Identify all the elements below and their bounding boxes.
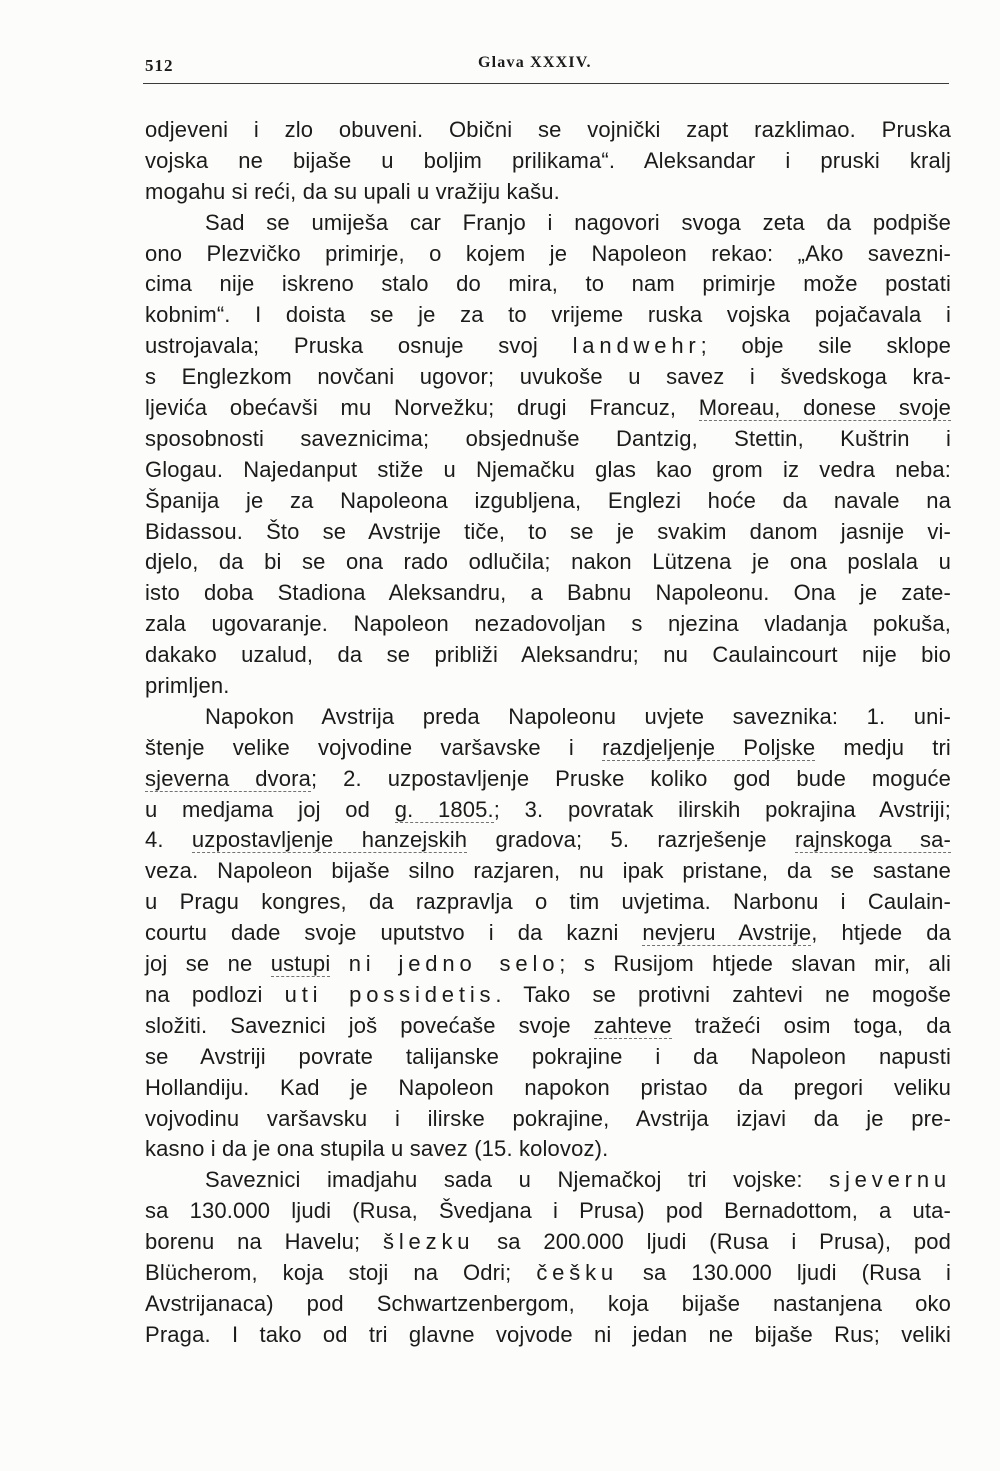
text-run: sa 200.000 ljudi (Rusa i Prusa), pod (474, 1229, 952, 1255)
text-line (145, 980, 951, 1011)
text-line (145, 393, 951, 424)
text-line (145, 1042, 951, 1073)
text-run: sa 130.000 ljudi (Rusa i (618, 1259, 951, 1285)
text-run: Sad se umiješa car Franjo i nagovori svoga zeta da podpiše (205, 209, 951, 235)
text-line (145, 115, 951, 146)
text-line (145, 733, 951, 764)
text-line (145, 146, 951, 177)
text-run: Avstrijanaca) pod Schwartzenbergom, koja bijaše nastanjena oko (145, 1290, 951, 1316)
header-rule (143, 83, 949, 84)
text-run: isto doba Stadiona Aleksandru, a Babnu Napoleonu. Ona je zate- (145, 580, 951, 606)
text-run: složiti. Saveznici još povećaše svoje (145, 1012, 594, 1038)
pencil-underline-annotation: nevjeru Avstrije (642, 920, 812, 946)
letterspaced-emphasis: ni jedno selo (348, 951, 560, 977)
text-run: ; s Rusijom htjede slavan mir, ali (559, 951, 951, 977)
text-run: cima nije iskreno stalo do mira, to nam primirje može postati (145, 271, 951, 297)
letterspaced-emphasis: landwehr (572, 333, 701, 359)
text-run: vojska ne bijaše u boljim prilikama“. Aleksandar i pruski kralj (145, 147, 951, 173)
letterspaced-emphasis: uti possidetis (284, 981, 496, 1007)
text-line (145, 362, 951, 393)
text-run: vojvodinu varšavsku i ilirske pokrajine, Avstrija izjavi da je pre- (145, 1105, 951, 1131)
text-line (145, 177, 951, 208)
paragraph (145, 1165, 951, 1350)
text-run: Glogau. Najedanput stiže u Njemačku glas kao grom iz vedra neba: (145, 456, 951, 482)
letterspaced-emphasis: češku (536, 1259, 618, 1285)
text-run: Bidassou. Što se Avstrije tiče, to se je svakim danom jasnije vi- (145, 518, 951, 544)
pencil-underline-annotation: ustupi (270, 951, 331, 977)
text-run: djelo, da bi se ona rado odlučila; nakon Lützena je ona poslala u (145, 549, 951, 575)
text-run: ono Plezvičko primirje, o kojem je Napoleon rekao: „Ako savezni- (145, 240, 951, 266)
text-run: gradova; 5. razrješenje (467, 827, 795, 853)
text-run: 4. (145, 827, 192, 853)
text-run: sa 130.000 ljudi (Rusa, Švedjana i Prusa) pod Bernadottom, a uta- (145, 1198, 951, 1224)
text-run: courtu dade svoje uputstvo i da kazni (145, 920, 643, 946)
text-line (145, 517, 951, 548)
text-line (145, 455, 951, 486)
text-line (145, 1011, 951, 1042)
paragraph (145, 702, 951, 1165)
text-run: Praga. I tako od tri glavne vojvode ni jedan ne bijaše Rus; veliki (145, 1321, 951, 1347)
text-run (330, 951, 348, 976)
text-line (145, 578, 951, 609)
text-line (145, 1073, 951, 1104)
text-line (145, 547, 951, 578)
text-run: tražeći osim toga, da (671, 1012, 951, 1038)
text-run: Blücherom, koja stoji na Odri; (145, 1259, 537, 1285)
text-run: ljevića obećavši mu Norvežku; drugi Francuz, (145, 395, 699, 421)
text-run: mogahu si reći, da su upali u vražiju kašu. (145, 178, 560, 204)
text-line (145, 949, 951, 980)
text-run: kobnim“. I doista se je za to vrijeme ruska vojska pojačavala i (145, 302, 951, 328)
text-line (145, 856, 951, 887)
text-run: se Avstriji povrate talijanske pokrajine i da Napoleon napusti (145, 1043, 951, 1069)
text-run: ustrojavala; Pruska osnuje svoj (145, 333, 573, 359)
text-run: štenje velike vojvodine varšavske i (145, 734, 603, 760)
text-run: joj se ne (145, 951, 271, 977)
pencil-underline-annotation: Moreau, donese svoje (698, 395, 952, 421)
text-run: ; 2. uzpostavljenje Pruske koliko god bude moguće (311, 765, 952, 791)
text-line (145, 609, 951, 640)
text-line (145, 208, 951, 239)
running-head (143, 52, 949, 82)
text-run: u medjama joj od (145, 796, 395, 822)
body-text (145, 115, 951, 1351)
text-line (145, 300, 951, 331)
text-run: , htjede da (811, 920, 951, 946)
text-line (145, 1289, 951, 1320)
text-line (145, 1258, 951, 1289)
text-line (145, 424, 951, 455)
text-line (145, 1104, 951, 1135)
text-line (145, 764, 951, 795)
text-line (145, 671, 951, 702)
text-line (145, 825, 951, 856)
text-line (145, 1196, 951, 1227)
text-run: sposobnosti saveznicima; obsjednuše Dantzig, Stettin, Kuštrin i (145, 425, 951, 451)
pencil-underline-annotation: razdjeljenje Poljske (602, 734, 816, 760)
text-run: s Englezkom novčani ugovor; uvukoše u savez i švedskoga kra- (145, 364, 951, 390)
text-run: ; 3. povratak ilirskih pokrajina Avstriji; (493, 796, 952, 822)
text-line (145, 887, 951, 918)
text-run: primljen. (145, 673, 230, 699)
text-run: medju tri (815, 734, 951, 760)
text-run: na podlozi (145, 981, 285, 1007)
text-run: Saveznici imadjahu sada u Njemačkoj tri vojske: (205, 1167, 830, 1193)
pencil-underline-annotation: g. 1805. (394, 796, 494, 822)
text-line (145, 486, 951, 517)
letterspaced-emphasis: sjevernu (829, 1167, 951, 1193)
text-line (145, 239, 951, 270)
text-line (145, 1320, 951, 1351)
text-run: u Pragu kongres, da razpravlja o tim uvjetima. Narbonu i Caulain- (145, 889, 951, 915)
text-run: . Tako se protivni zahtevi ne mogoše (495, 981, 952, 1007)
text-run: zala ugovaranje. Napoleon nezadovoljan s njezina vladanja pokuša, (145, 611, 951, 637)
text-run: dakako uzalud, da se približi Aleksandru; nu Caulaincourt nije bio (145, 642, 951, 668)
text-run: Španija je za Napoleona izgubljena, Englezi hoće da navale na (145, 487, 951, 513)
text-line (145, 702, 951, 733)
pencil-underline-annotation: sjeverna dvora (145, 765, 312, 791)
page-number: 512 (145, 56, 174, 75)
text-line (145, 1134, 951, 1165)
text-run: odjeveni i zlo obuveni. Obični se vojnički zapt razklimao. Pruska (145, 117, 951, 142)
text-line (145, 640, 951, 671)
text-line (145, 1227, 951, 1258)
text-run: Hollandiju. Kad je Napoleon napokon pristao da pregori veliku (145, 1074, 951, 1100)
paragraph (145, 208, 951, 702)
pencil-underline-annotation: uzpostavljenje hanzejskih (191, 827, 468, 853)
text-line (145, 918, 951, 949)
pencil-underline-annotation: zahteve (593, 1012, 672, 1038)
text-run: veza. Napoleon bijaše silno razjaren, nu ipak pristane, da se sastane (145, 858, 951, 884)
text-run: Napokon Avstrija preda Napoleonu uvjete saveznika: 1. uni- (205, 703, 951, 729)
text-line (145, 269, 951, 300)
paragraph (145, 115, 951, 208)
text-run: borenu na Havelu; (145, 1229, 383, 1255)
text-line (145, 331, 951, 362)
text-run: kasno i da je ona stupila u savez (15. kolovoz). (145, 1136, 609, 1162)
text-line (145, 1165, 951, 1196)
letterspaced-emphasis: šlezku (382, 1229, 475, 1255)
text-run: ; obje sile sklope (700, 333, 951, 359)
pencil-underline-annotation: rajnskoga sa- (794, 827, 951, 853)
text-line (145, 795, 951, 826)
chapter-title: Glava XXXIV. (478, 54, 592, 71)
